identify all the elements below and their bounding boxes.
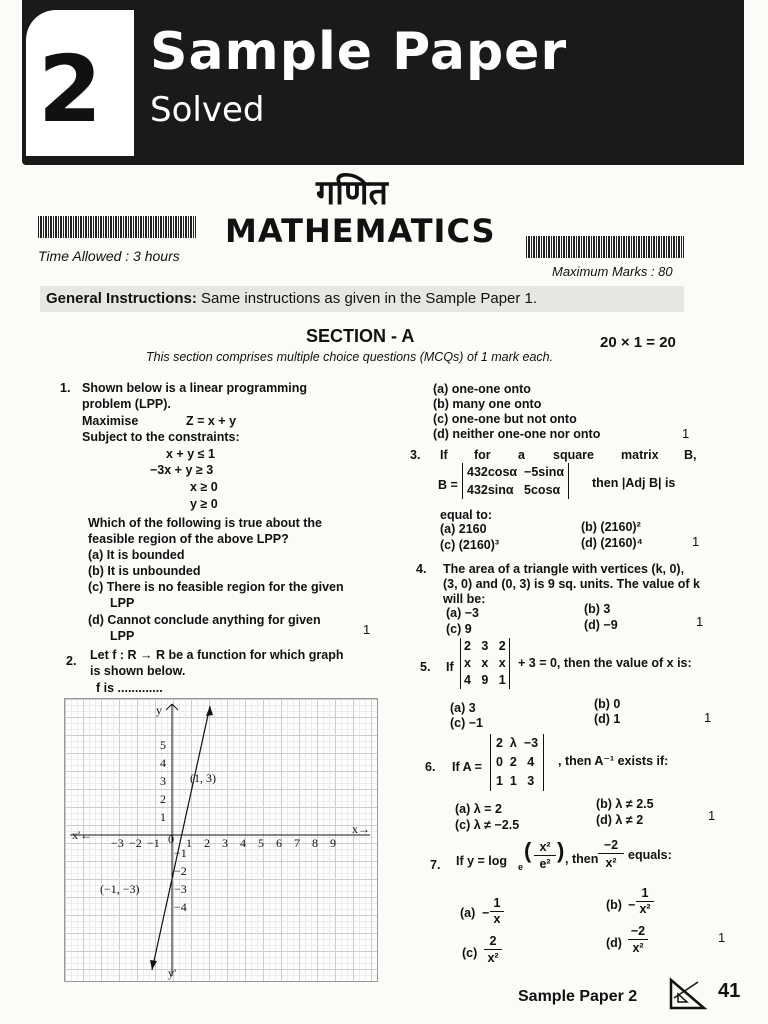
q5-number: 5. bbox=[420, 660, 431, 674]
q1-option-c-1: (c) There is no feasible region for the given bbox=[88, 580, 344, 594]
q1-objective: Z = x + y bbox=[186, 414, 237, 428]
q1-option-a: (a) It is bounded bbox=[88, 548, 185, 562]
q3-word-for: for bbox=[474, 448, 491, 462]
q5-mark: 1 bbox=[704, 710, 712, 725]
q2-number: 2. bbox=[66, 654, 77, 668]
q7-option-b-sign: − bbox=[628, 898, 636, 912]
q7-option-d-den: x² bbox=[632, 941, 644, 955]
q6-mark: 1 bbox=[708, 808, 716, 823]
q3-m12: −5sinα bbox=[524, 465, 565, 479]
q2-option-d: (d) neither one-one nor onto bbox=[433, 427, 601, 441]
footer-label: Sample Paper 2 bbox=[518, 988, 638, 1005]
q4-line2: (3, 0) and (0, 3) is 9 sq. units. The value of k bbox=[443, 577, 701, 591]
q7-option-b-den: x² bbox=[639, 902, 651, 916]
q4-option-a: (a) −3 bbox=[446, 606, 480, 620]
line-arrow-bottom bbox=[150, 960, 157, 970]
q4-option-d: (d) −9 bbox=[584, 618, 618, 632]
y-axis-arrow bbox=[166, 704, 172, 710]
q1-mark: 1 bbox=[363, 622, 371, 637]
q5-rest: + 3 = 0, then the value of x is: bbox=[518, 656, 692, 670]
q5-d33: 1 bbox=[498, 673, 506, 687]
q3-m21: 432sinα bbox=[467, 483, 514, 497]
q6-m11: 2 bbox=[496, 736, 503, 750]
time-allowed: Time Allowed : 3 hours bbox=[38, 248, 180, 264]
q3-m22: 5cosα bbox=[524, 483, 561, 497]
q3-option-a: (a) 2160 bbox=[440, 522, 487, 536]
q6-m13: −3 bbox=[523, 736, 539, 750]
paper-number-box bbox=[26, 10, 134, 156]
q3-word-if: If bbox=[440, 448, 448, 462]
instructions-label: General Instructions: bbox=[46, 290, 197, 307]
q7-option-b-num: 1 bbox=[636, 886, 654, 902]
y-tick-label: 2 bbox=[160, 792, 166, 806]
q6-m32: 1 bbox=[509, 774, 517, 788]
q7-if: If y = log bbox=[456, 854, 508, 868]
instructions-text: Same instructions as given in the Sample Paper 1. bbox=[201, 290, 538, 307]
x-tick-label: 5 bbox=[258, 836, 264, 850]
subject-title: MATHEMATICS bbox=[225, 212, 496, 250]
q6-m23: 4 bbox=[527, 755, 535, 769]
q3-word-square: square bbox=[553, 448, 594, 462]
q3-b-equals: B = bbox=[438, 478, 458, 492]
q6-m12: λ bbox=[509, 736, 517, 750]
graph-point-2: (−1, −3) bbox=[100, 882, 140, 896]
q1-question-1: Which of the following is true about the bbox=[88, 516, 323, 530]
graph-y-prime-label: y' bbox=[168, 966, 177, 980]
graph-point-1: (1, 3) bbox=[190, 771, 216, 785]
q3-mark: 1 bbox=[692, 534, 700, 549]
page-number: 41 bbox=[718, 980, 741, 1002]
q5-d13: 2 bbox=[498, 639, 506, 653]
q2-line3: f is ............. bbox=[96, 681, 163, 695]
q5-d32: 9 bbox=[481, 673, 489, 687]
q2-option-b: (b) many one onto bbox=[433, 397, 542, 411]
q5-d22: x bbox=[481, 656, 489, 670]
q5-d23: x bbox=[498, 656, 506, 670]
q5-option-a: (a) 3 bbox=[450, 701, 476, 715]
x-tick-label: −3 bbox=[111, 836, 124, 850]
q3-m11: 432cosα bbox=[467, 465, 518, 479]
q6-matrix bbox=[490, 734, 544, 791]
q4-number: 4. bbox=[416, 562, 427, 576]
y-tick-label: 3 bbox=[160, 774, 166, 788]
q1-constraint-3: x ≥ 0 bbox=[190, 480, 218, 494]
q3-number: 3. bbox=[410, 448, 421, 462]
x-tick-label: 7 bbox=[294, 836, 300, 850]
q7-option-c-label: (c) bbox=[462, 946, 478, 960]
y-tick-label: −4 bbox=[174, 900, 187, 914]
q4-option-b: (b) 3 bbox=[584, 602, 611, 616]
x-tick-label: −1 bbox=[147, 836, 160, 850]
hindi-subject: गणित bbox=[316, 173, 388, 213]
q7-option-b-label: (b) bbox=[606, 898, 622, 912]
graph-origin-label: 0 bbox=[168, 832, 174, 846]
q3-word-matrix: matrix bbox=[621, 448, 659, 462]
q6-option-d: (d) λ ≠ 2 bbox=[596, 813, 644, 827]
q1-option-d-2: LPP bbox=[110, 629, 135, 643]
section-description: This section comprises multiple choice questions (MCQs) of 1 mark each. bbox=[146, 350, 554, 364]
line-arrow-top bbox=[206, 706, 213, 716]
q3-word-b: B, bbox=[684, 448, 697, 462]
q7-frac-den: e² bbox=[539, 857, 551, 871]
q6-m33: 3 bbox=[527, 774, 535, 788]
q4-line3: will be: bbox=[443, 592, 486, 606]
q1-option-d-1: (d) Cannot conclude anything for given bbox=[88, 613, 321, 627]
q6-m31: 1 bbox=[496, 774, 503, 788]
y-tick-label: 1 bbox=[160, 810, 166, 824]
q7-number: 7. bbox=[430, 858, 441, 872]
q1-maximise-label: Maximise bbox=[82, 414, 139, 428]
q6-option-a: (a) λ = 2 bbox=[455, 802, 502, 816]
q4-option-c: (c) 9 bbox=[446, 622, 472, 636]
q7-then: , then bbox=[565, 852, 599, 866]
q1-constraint-1: x + y ≤ 1 bbox=[166, 447, 215, 461]
x-tick-label: 9 bbox=[330, 836, 336, 850]
q6-m21: 0 bbox=[496, 755, 503, 769]
q3-then: then |Adj B| is bbox=[592, 476, 676, 490]
graph-y-label: y bbox=[156, 703, 162, 717]
q1-constraint-2: −3x + y ≥ 3 bbox=[150, 463, 214, 477]
x-tick-label: 2 bbox=[204, 836, 210, 850]
q5-if: If bbox=[446, 660, 454, 674]
q6-rest: , then A⁻¹ exists if: bbox=[558, 754, 669, 768]
y-tick-label: 4 bbox=[160, 756, 166, 770]
q6-option-c: (c) λ ≠ −2.5 bbox=[455, 818, 520, 832]
q5-d21: x bbox=[464, 656, 471, 670]
q7-frac-num: x² bbox=[534, 840, 556, 856]
q7-option-a-label: (a) bbox=[460, 906, 476, 920]
section-marks: 20 × 1 = 20 bbox=[600, 334, 676, 351]
q3-matrix bbox=[462, 463, 569, 499]
q1-number: 1. bbox=[60, 381, 71, 395]
q3-option-c: (c) (2160)³ bbox=[440, 538, 500, 552]
q7-paren-close: ) bbox=[557, 838, 565, 863]
set-square-icon bbox=[668, 976, 708, 1012]
q7-log-base: e bbox=[518, 862, 524, 872]
y-tick-label: −1 bbox=[174, 846, 187, 860]
general-instructions bbox=[46, 290, 537, 307]
q7-mark: 1 bbox=[718, 930, 726, 945]
barcode-left bbox=[38, 216, 196, 238]
q7-deriv-den: x² bbox=[605, 856, 617, 870]
q2-mark: 1 bbox=[682, 426, 690, 441]
q2-line2: is shown below. bbox=[90, 664, 186, 678]
max-marks: Maximum Marks : 80 bbox=[552, 264, 673, 279]
q7-option-a-den: x bbox=[493, 912, 501, 926]
q1-subject-to: Subject to the constraints: bbox=[82, 430, 240, 444]
y-tick-label: 5 bbox=[160, 738, 166, 752]
x-tick-label: −2 bbox=[129, 836, 142, 850]
q6-m22: 2 bbox=[509, 755, 517, 769]
q1-line2: problem (LPP). bbox=[82, 397, 171, 411]
q7-paren-open: ( bbox=[524, 838, 532, 863]
x-tick-label: 6 bbox=[276, 836, 282, 850]
q7-option-d-num: −2 bbox=[628, 924, 648, 940]
x-tick-label: 8 bbox=[312, 836, 318, 850]
q4-mark: 1 bbox=[696, 614, 704, 629]
q6-number: 6. bbox=[425, 760, 436, 774]
q5-d31: 4 bbox=[464, 673, 471, 687]
y-tick-label: −3 bbox=[174, 882, 187, 896]
q3-option-b: (b) (2160)² bbox=[581, 520, 641, 534]
q7-option-c-den: x² bbox=[487, 951, 499, 965]
q7-option-a-num: 1 bbox=[490, 896, 504, 912]
q6-if: If A = bbox=[452, 760, 482, 774]
q2-line1: Let f : R → R be a function for which graph bbox=[90, 648, 344, 662]
q7-option-c-num: 2 bbox=[484, 934, 502, 950]
y-tick-label: −2 bbox=[174, 864, 187, 878]
q1-option-b: (b) It is unbounded bbox=[88, 564, 201, 578]
q7-option-d-label: (d) bbox=[606, 936, 622, 950]
x-tick-label: 4 bbox=[240, 836, 246, 850]
q7-equals: equals: bbox=[628, 848, 672, 862]
x-tick-label: 1 bbox=[186, 836, 192, 850]
q3-option-d: (d) (2160)⁴ bbox=[581, 536, 643, 550]
graph-x-prime-label: x'← bbox=[72, 828, 93, 842]
x-tick-label: 3 bbox=[222, 836, 228, 850]
paper-title: Sample Paper bbox=[150, 22, 568, 82]
q4-line1: The area of a triangle with vertices (k, 0), bbox=[443, 562, 685, 576]
q3-equal-to: equal to: bbox=[440, 508, 493, 522]
q2-option-c: (c) one-one but not onto bbox=[433, 412, 577, 426]
graph-x-label: x→ bbox=[352, 822, 370, 836]
q1-question-2: feasible region of the above LPP? bbox=[88, 532, 289, 546]
y-axis-arrow-2 bbox=[172, 704, 178, 710]
q5-d11: 2 bbox=[464, 639, 471, 653]
q7-option-a-sign: − bbox=[482, 906, 490, 920]
q5-option-c: (c) −1 bbox=[450, 716, 484, 730]
q6-option-b: (b) λ ≠ 2.5 bbox=[596, 797, 654, 811]
q1-option-c-2: LPP bbox=[110, 596, 135, 610]
q5-option-d: (d) 1 bbox=[594, 712, 621, 726]
section-title: SECTION - A bbox=[306, 326, 415, 346]
q5-option-b: (b) 0 bbox=[594, 697, 621, 711]
q2-option-a: (a) one-one onto bbox=[433, 382, 531, 396]
q7-deriv-num: −2 bbox=[598, 838, 624, 854]
q5-determinant bbox=[460, 638, 510, 689]
paper-subtitle: Solved bbox=[150, 90, 265, 130]
q1-constraint-4: y ≥ 0 bbox=[190, 497, 218, 511]
q3-word-a: a bbox=[518, 448, 525, 462]
q5-d12: 3 bbox=[481, 639, 489, 653]
q1-line1: Shown below is a linear programming bbox=[82, 381, 308, 395]
barcode-right bbox=[526, 236, 684, 258]
paper-number: 2 bbox=[38, 36, 103, 143]
